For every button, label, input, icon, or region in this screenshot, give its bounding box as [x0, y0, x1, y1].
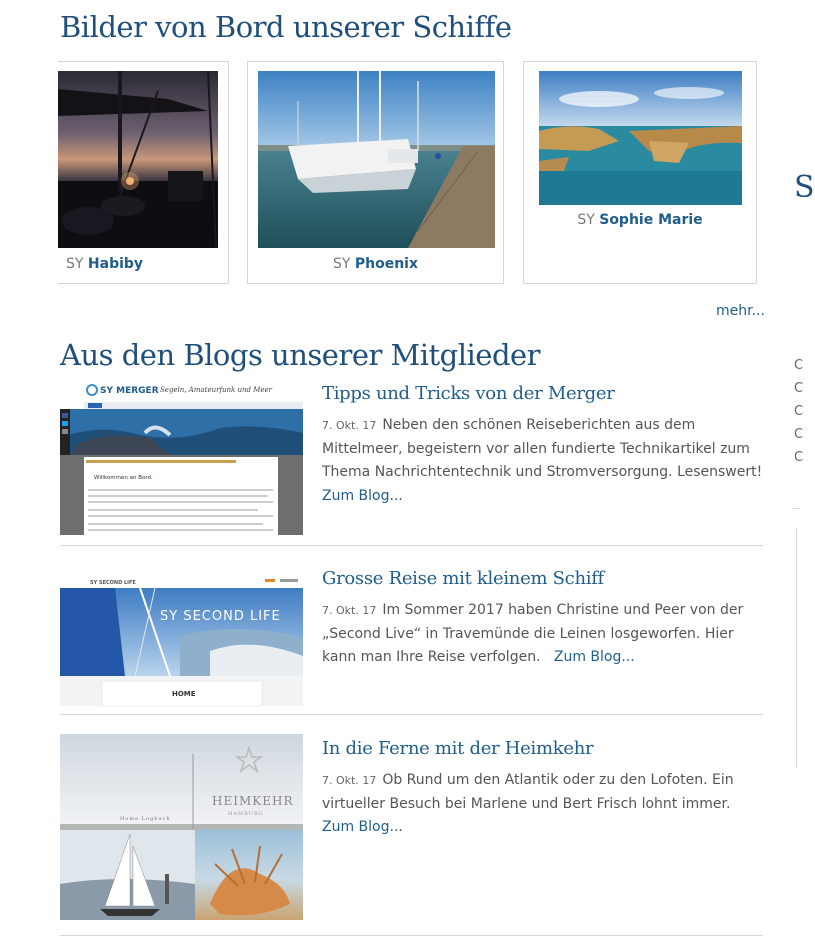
more-link[interactable]: mehr...	[716, 303, 765, 319]
blog-description: Ob Rund um den Atlantik oder zu den Lofoten. Ein virtueller Besuch bei Marlene und Bert Frisch lohnt immer.	[322, 772, 734, 812]
sidebar-item[interactable]: C	[794, 381, 804, 396]
sidebar-divider	[793, 508, 800, 509]
blog-date: 7. Okt. 17	[322, 774, 377, 787]
ship-name[interactable]: Sophie Marie	[599, 212, 703, 228]
ship-caption-phoenix[interactable]	[248, 256, 503, 272]
blog-entry	[60, 738, 763, 924]
ship-photo-sophie-marie[interactable]	[539, 71, 742, 205]
ship-prefix: SY	[577, 212, 595, 228]
blog-thumbnail-merger[interactable]	[60, 383, 303, 535]
blog-title[interactable]: In die Ferne mit der Heimkehr	[322, 738, 594, 759]
ship-photo-habiby[interactable]	[58, 71, 218, 248]
blog-title[interactable]: Grosse Reise mit kleinem Schiff	[322, 568, 604, 589]
ship-card-sophie-marie[interactable]	[523, 61, 757, 284]
zum-blog-link[interactable]: Zum Blog...	[553, 649, 635, 665]
heimkehr-city: HAMBURG	[228, 811, 264, 817]
merger-welcome: Willkommen an Bord.	[94, 475, 153, 481]
sidebar-item[interactable]: C	[794, 427, 804, 442]
heimkehr-nav: Home Logbuch	[120, 816, 171, 822]
blogs-section-title: Aus den Blogs unserer Mitglieder	[60, 338, 541, 372]
merger-logo-text: SY MERGER	[100, 386, 159, 396]
ship-photo-phoenix[interactable]	[258, 71, 495, 248]
blog-title[interactable]: Tipps und Tricks von der Merger	[322, 383, 615, 404]
ship-prefix: SY	[66, 256, 84, 272]
divider	[60, 714, 763, 715]
blog-excerpt	[322, 414, 763, 508]
blog-thumbnail-heimkehr[interactable]	[60, 734, 303, 920]
ship-name[interactable]: Phoenix	[354, 256, 419, 272]
ship-caption-sophie-marie[interactable]	[524, 212, 756, 228]
sidebar-item[interactable]: C	[794, 404, 804, 419]
blog-entry	[60, 568, 763, 706]
divider	[60, 935, 763, 936]
sidebar-item[interactable]: C	[794, 450, 804, 465]
blog-description: Im Sommer 2017 haben Christine und Peer von der „Second Live“ in Travemünde die Leinen losgeworfen. Hier kann man Ihre Reise verfolgen.	[322, 602, 744, 665]
blog-date: 7. Okt. 17	[322, 604, 377, 617]
blog-thumbnail-second-life[interactable]	[60, 576, 303, 706]
second-life-logo: SY SECOND LIFE	[90, 580, 136, 586]
ship-caption-habiby[interactable]	[66, 256, 228, 272]
second-life-home: HOME	[172, 690, 196, 698]
sidebar-heading: S	[794, 170, 815, 205]
ship-name[interactable]: Habiby	[87, 256, 144, 272]
blog-description: Neben den schönen Reiseberichten aus dem Mittelmeer, begeistern vor allen fundierte Technikartikel zum Thema Nachrichtentechnik und Stromversorgung. Lesenswert!	[322, 417, 763, 480]
blog-entry	[60, 383, 763, 535]
second-life-banner: SY SECOND LIFE	[160, 609, 281, 624]
heimkehr-brand: HEIMKEHR	[212, 794, 294, 808]
ship-card-phoenix[interactable]	[247, 61, 504, 284]
divider	[60, 545, 763, 546]
sidebar-widget	[796, 528, 801, 768]
zum-blog-link[interactable]: Zum Blog...	[322, 819, 403, 835]
sidebar-item[interactable]: C	[794, 358, 804, 373]
blog-date: 7. Okt. 17	[322, 419, 377, 432]
ships-section-title: Bilder von Bord unserer Schiffe	[60, 10, 512, 44]
zum-blog-link[interactable]: Zum Blog...	[322, 487, 403, 504]
ship-prefix: SY	[332, 256, 351, 272]
blog-excerpt	[322, 769, 763, 840]
blog-excerpt	[322, 599, 763, 670]
ship-card-habiby[interactable]	[58, 61, 229, 284]
merger-tagline: Segeln, Amateurfunk und Meer	[160, 386, 273, 394]
